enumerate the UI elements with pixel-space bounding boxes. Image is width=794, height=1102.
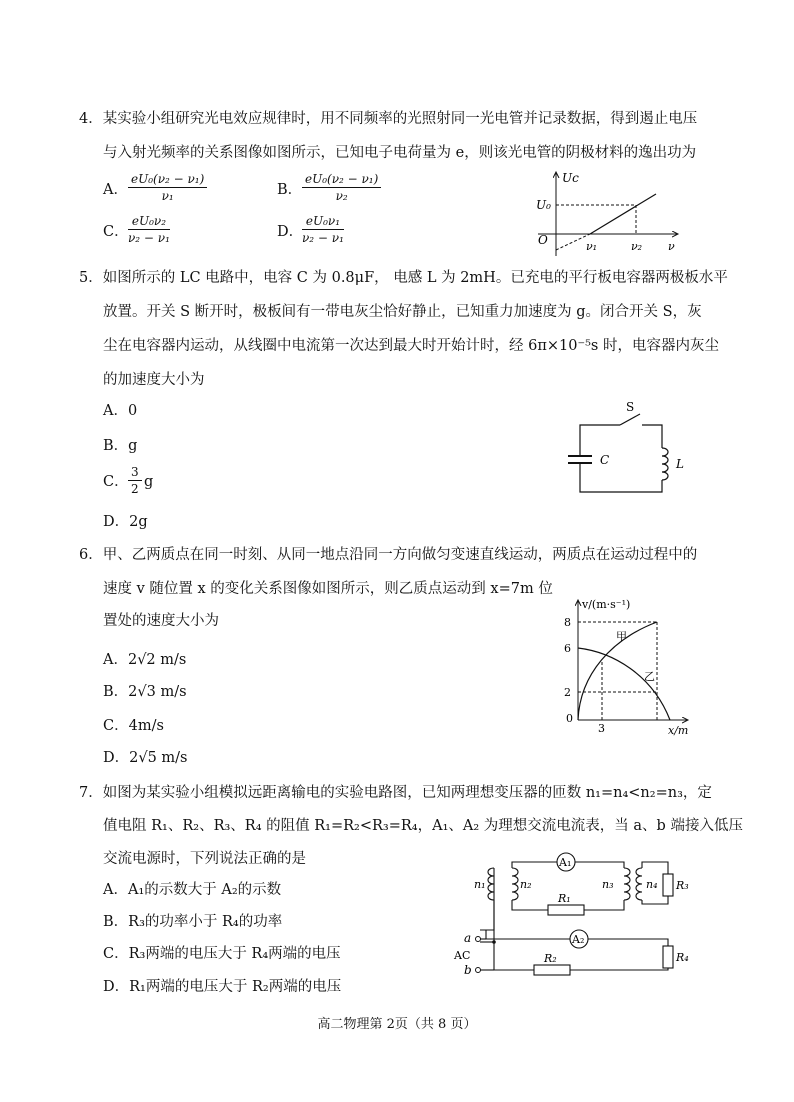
q5-option-c-unit: g	[144, 474, 154, 490]
q7-wire-bottom-left	[512, 900, 548, 910]
q7-resistor-r4	[663, 946, 673, 968]
q4-option-b-label[interactable]: B．	[277, 182, 303, 198]
q7-r3-label: R₃	[676, 879, 689, 892]
q6-tick-0: 0	[566, 712, 573, 725]
q6-option-d[interactable]: D．2√5 m/s	[103, 750, 188, 766]
q4-b-numerator: eU₀(ν₂ − ν₁)	[302, 172, 381, 188]
q5-switch-blade	[620, 414, 640, 425]
q5-stem-line1: 5．如图所示的 LC 电路中，电容 C 为 0.8μF， 电感 L 为 2mH。已充电的平行板电容器两极板水平	[79, 270, 728, 286]
q6-option-b[interactable]: B．2√3 m/s	[103, 684, 187, 700]
q7-n3-label: n₃	[602, 878, 614, 891]
q5-option-a[interactable]: A．0	[103, 403, 138, 419]
q7-r1-label: R₁	[558, 892, 571, 905]
q7-n2-label: n₂	[520, 878, 532, 891]
q7-wire-r2-left	[494, 942, 534, 970]
q7-a1-label: A₁	[559, 856, 572, 869]
q7-wire-r4-bottom	[570, 968, 668, 970]
q4-u0-label: U₀	[536, 198, 551, 212]
q4-option-a-fraction	[128, 172, 207, 203]
q6-tick-2: 2	[564, 686, 571, 699]
q4-nu1-label: ν₁	[586, 240, 598, 253]
q7-wire-bottom-right	[584, 900, 624, 910]
q5-lc-circuit	[558, 400, 688, 515]
q7-wire-top-left	[512, 862, 558, 868]
q7-n1-label: n₁	[474, 878, 486, 891]
q4-option-a-label[interactable]: A．	[103, 182, 128, 198]
q4-option-c-label[interactable]: C．	[103, 224, 129, 240]
q5-option-c-label[interactable]: C．	[103, 474, 129, 490]
q5-wire-bottom	[580, 463, 662, 492]
q4-a-numerator: eU₀(ν₂ − ν₁)	[128, 172, 207, 188]
q4-option-d-fraction	[302, 214, 344, 245]
q7-stem-line1: 7．如图为某实验小组模拟远距离输电的实验电路图，已知两理想变压器的匝数 n₁=n₄<n₂=n₃，定	[79, 785, 712, 801]
q7-terminal-a	[476, 937, 481, 942]
q4-a-denominator: ν₁	[161, 189, 174, 203]
q7-ac-label: AC	[454, 949, 471, 962]
q7-wire-top-right	[575, 862, 624, 868]
q6-tick-8: 8	[564, 616, 571, 629]
q6-stem-line3: 置处的速度大小为	[103, 613, 219, 629]
q5-option-d[interactable]: D．2g	[103, 514, 148, 530]
q6-label-jia: 甲	[616, 630, 627, 643]
q4-uc-line	[590, 194, 656, 234]
q7-resistor-r1	[548, 905, 584, 915]
q6-curve-yi	[578, 648, 670, 720]
q7-junction-dot	[492, 940, 496, 944]
q7-terminal-b	[476, 968, 481, 973]
q5-c-denominator: 2	[131, 482, 139, 496]
q4-origin-label: O	[538, 233, 548, 247]
q7-wire-r3-bottom	[642, 896, 668, 904]
q4-option-d-label[interactable]: D．	[277, 224, 304, 240]
q4-y-axis-label: Uc	[562, 171, 579, 185]
q7-option-a[interactable]: A．A₁的示数大于 A₂的示数	[103, 882, 282, 898]
q4-option-b-fraction	[302, 172, 381, 203]
q4-stem-line2: 与入射光频率的关系图像如图所示，已知电子电荷量为 e，则该光电管的阴极材料的逸出功为	[103, 145, 697, 161]
q6-tick-x3: 3	[598, 722, 605, 735]
q7-r4-label: R₄	[676, 951, 689, 964]
q5-inductor-coil	[662, 448, 668, 480]
q7-r2-label: R₂	[544, 952, 557, 965]
q6-y-axis-label: v/(m·s⁻¹)	[582, 598, 631, 611]
q7-stem-line2: 值电阻 R₁、R₂、R₃、R₄ 的阻值 R₁=R₂<R₃=R₄，A₁、A₂ 为理想交流电流表，当 a、b 端接入低压	[103, 818, 743, 834]
q6-stem-line2: 速度 v 随位置 x 的变化关系图像如图所示，则乙质点运动到 x=7m 位	[103, 581, 553, 597]
q5-stem-line4: 的加速度大小为	[103, 372, 205, 388]
q5-inductor-label: L	[676, 457, 684, 471]
q5-wire-top-right	[642, 425, 662, 448]
q7-b-label: b	[464, 963, 472, 977]
q7-resistor-r2	[534, 965, 570, 975]
q4-x-axis-label: ν	[668, 240, 675, 253]
q5-capacitor-label: C	[600, 453, 610, 467]
q6-label-yi: 乙	[644, 670, 655, 683]
q7-coil-n1	[488, 868, 494, 900]
q6-option-c[interactable]: C．4m/s	[103, 718, 164, 734]
q7-option-b[interactable]: B．R₃的功率小于 R₄的功率	[103, 914, 283, 930]
q4-d-denominator: ν₂ − ν₁	[302, 231, 344, 245]
q7-stem-line3: 交流电源时，下列说法正确的是	[103, 851, 306, 867]
q7-transmission-circuit	[446, 842, 698, 982]
q4-c-denominator: ν₂ − ν₁	[128, 231, 170, 245]
q7-n4-label: n₄	[646, 878, 658, 891]
q7-resistor-r3	[663, 874, 673, 896]
q5-wire-top-left	[580, 425, 620, 445]
q7-coil-n4	[636, 868, 642, 900]
page-footer: 高二物理第 2页（共 8 页）	[317, 1017, 477, 1032]
q4-uc-nu-graph	[528, 168, 688, 260]
q5-option-b[interactable]: B．g	[103, 438, 138, 454]
q6-option-a[interactable]: A．2√2 m/s	[103, 652, 187, 668]
q5-option-c-fraction	[128, 465, 142, 496]
q6-v-x-graph	[552, 594, 698, 740]
q7-a-label: a	[464, 931, 472, 945]
q6-x-axis-label: x/m	[668, 724, 689, 737]
q7-coil-n3	[624, 868, 630, 900]
q5-c-numerator: 3	[128, 465, 142, 481]
q4-extrapolated-line	[556, 234, 590, 250]
q4-b-denominator: ν₂	[335, 189, 348, 203]
q6-stem-line1: 6．甲、乙两质点在同一时刻、从同一地点沿同一方向做匀变速直线运动，两质点在运动过程中的	[79, 547, 698, 563]
q7-coil-n2	[512, 868, 518, 900]
q5-stem-line2: 放置。开关 S 断开时，极板间有一带电灰尘恰好静止，已知重力加速度为 g。闭合开关 S，灰	[103, 304, 702, 320]
q5-stem-line3: 尘在电容器内运动，从线圈中电流第一次达到最大时开始计时，经 6π×10⁻⁵s 时，电容器内灰尘	[103, 338, 719, 354]
q7-wire-r3-top	[642, 862, 668, 874]
q7-wire-to-r4-top	[588, 939, 668, 946]
q5-switch-label: S	[626, 400, 635, 414]
q4-d-numerator: eU₀ν₁	[302, 214, 344, 230]
q4-option-c-fraction	[128, 214, 170, 245]
q4-stem-line1: 4．某实验小组研究光电效应规律时，用不同频率的光照射同一光电管并记录数据，得到遏止电压	[79, 111, 698, 127]
q4-nu2-label: ν₂	[631, 240, 643, 253]
q7-a2-label: A₂	[572, 933, 585, 946]
q7-wire-to-a2	[486, 930, 570, 939]
q6-tick-6: 6	[564, 642, 571, 655]
q7-option-d[interactable]: D．R₁两端的电压大于 R₂两端的电压	[103, 979, 342, 995]
q4-c-numerator: eU₀ν₂	[128, 214, 170, 230]
q7-option-c[interactable]: C．R₃两端的电压大于 R₄两端的电压	[103, 946, 341, 962]
